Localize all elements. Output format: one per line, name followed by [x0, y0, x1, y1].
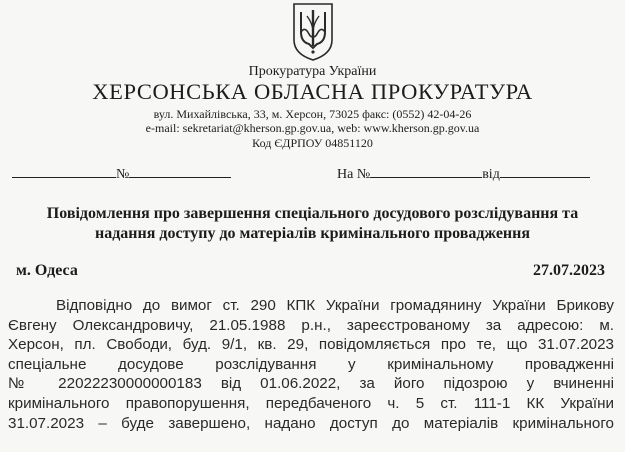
document-date: 27.07.2023 — [533, 262, 605, 279]
body-line: 31.07.2023 – буде завершено, надано доступ до матеріалів кримінального — [8, 414, 614, 432]
prosecutor-office-title: ХЕРСОНСЬКА ОБЛАСНА ПРОКУРАТУРА — [92, 79, 533, 104]
vid-label: від — [482, 167, 500, 182]
outgoing-number-line — [129, 164, 231, 178]
org-name: Прокуратура України — [248, 64, 377, 79]
outgoing-date-line — [12, 164, 116, 178]
body-line: Херсон, пл. Свободи, буд. 9/1, кв. 29, повідомляється про те, що 31.07.2023 — [8, 336, 614, 354]
document-heading — [0, 204, 625, 244]
number-sign: № — [116, 167, 130, 182]
body-line: спеціальне досудове розслідування у кримінальному провадженні — [8, 355, 614, 373]
edrpou-code: Код ЄДРПОУ 04851120 — [252, 136, 373, 150]
incoming-number-line — [370, 164, 482, 178]
body-line: Євгену Олександровичу, 21.05.1988 р.н., зареєстрованому за адресою: м. — [8, 316, 614, 334]
body-line: Відповідно до вимог ст. 290 КПК України громадянину України Брикову — [56, 297, 614, 314]
incoming-registration — [337, 164, 590, 183]
heading-line-1: Повідомлення про завершення спеціального досудового розслідування та — [46, 205, 579, 222]
outgoing-registration — [12, 164, 231, 183]
na-label: На № — [337, 167, 371, 182]
incoming-date-line — [500, 164, 590, 178]
email-web-line: e-mail: sekretariat@kherson.gp.gov.ua, web: www.kherson.gp.gov.ua — [145, 121, 480, 135]
heading-line-2: надання доступу до матеріалів кримінального провадження — [94, 225, 531, 242]
body-paragraph — [8, 296, 614, 433]
body-line: кримінального правопорушення, передбаченого ч. 5 ст. 111-1 КК України — [8, 394, 614, 412]
coat-of-arms-icon — [291, 2, 335, 62]
address-line: вул. Михайлівська, 33, м. Херсон, 73025 факс: (0552) 42-04-26 — [153, 107, 472, 121]
body-line: № 22022230000000183 від 01.06.2022, за його підозрою у вчиненні — [8, 375, 614, 393]
city: м. Одеса — [16, 262, 78, 279]
